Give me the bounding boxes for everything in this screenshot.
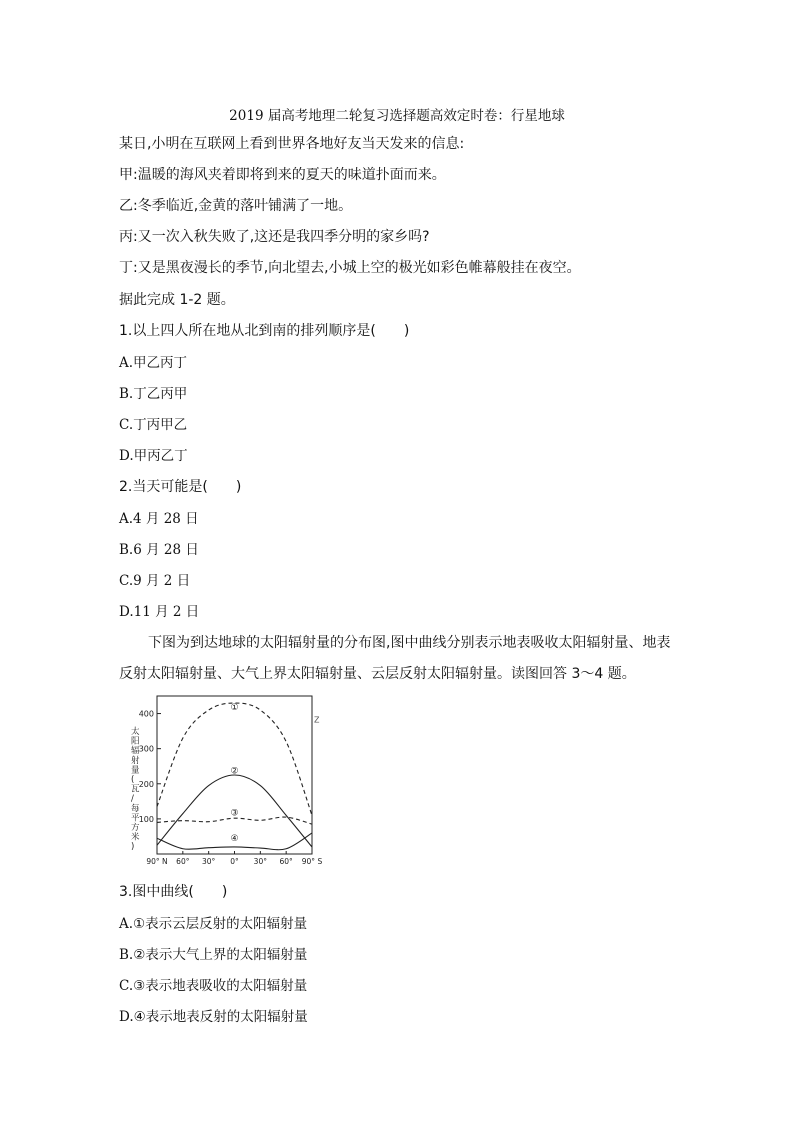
q3-option-d: D.④表示地表反射的太阳辐射量 <box>119 1009 308 1025</box>
x-tick-label: 30° <box>253 857 267 866</box>
q1-option-b: B.丁乙丙甲 <box>119 386 188 402</box>
message-jia: 甲:温暖的海风夹着即将到来的夏天的味道扑面而来。 <box>119 167 446 183</box>
q3-option-c: C.③表示地表吸收的太阳辐射量 <box>119 978 308 994</box>
series-label-3: ③ <box>230 808 239 819</box>
x-tick-label: 90° S <box>301 857 323 866</box>
y-tick-label: 400 <box>138 709 154 719</box>
q2-option-b: B.6 月 28 日 <box>119 542 199 558</box>
y-tick-label: 300 <box>138 744 154 754</box>
y-axis-label: 太阳辐射量(瓦/每平方米) <box>131 727 140 853</box>
x-tick-label: 60° <box>279 857 293 866</box>
x-tick-label: 30° <box>202 857 216 866</box>
x-tick-label: 90° N <box>146 857 168 866</box>
series-label-2: ② <box>230 766 239 777</box>
page-title: 2019 届高考地理二轮复习选择题高效定时卷：行星地球 <box>229 108 565 124</box>
message-yi: 乙:冬季临近,金黄的落叶铺满了一地。 <box>119 198 353 214</box>
question-3-stem: 3.图中曲线( ) <box>119 884 228 900</box>
message-ding: 丁:又是黑夜漫长的季节,向北望去,小城上空的极光如彩色帷幕般挂在夜空。 <box>119 260 581 276</box>
edge-mark: Z <box>314 715 320 725</box>
question-2-stem: 2.当天可能是( ) <box>119 479 242 495</box>
passage-3-4-line-1: 下图为到达地球的太阳辐射量的分布图,图中曲线分别表示地表吸收太阳辐射量、地表 <box>148 635 671 651</box>
x-tick-label: 60° <box>176 857 190 866</box>
q2-option-d: D.11 月 2 日 <box>119 604 200 620</box>
q2-option-a: A.4 月 28 日 <box>119 511 199 527</box>
series-line-1 <box>157 703 312 815</box>
x-tick-label: 0° <box>230 857 239 866</box>
message-bing: 丙:又一次入秋失败了,这还是我四季分明的家乡吗? <box>119 229 430 245</box>
series-label-1: ① <box>230 703 239 714</box>
series-label-4: ④ <box>230 834 239 845</box>
passage-3-4-line-2: 反射太阳辐射量、大气上界太阳辐射量、云层反射太阳辐射量。读图回答 3～4 题。 <box>119 666 636 682</box>
q1-option-a: A.甲乙丙丁 <box>119 355 188 371</box>
q1-option-d: D.甲丙乙丁 <box>119 448 188 464</box>
q2-option-c: C.9 月 2 日 <box>119 573 191 589</box>
instruction-1-2: 据此完成 1-2 题。 <box>119 292 235 308</box>
q3-option-b: B.②表示大气上界的太阳辐射量 <box>119 947 308 963</box>
solar-radiation-chart <box>119 694 323 874</box>
intro-text: 某日,小明在互联网上看到世界各地好友当天发来的信息: <box>119 136 465 152</box>
question-1-stem: 1.以上四人所在地从北到南的排列顺序是( ) <box>119 323 410 339</box>
y-tick-label: 200 <box>138 779 154 789</box>
y-tick-label: 100 <box>138 814 154 824</box>
q3-option-a: A.①表示云层反射的太阳辐射量 <box>119 916 308 932</box>
q1-option-c: C.丁丙甲乙 <box>119 417 188 433</box>
